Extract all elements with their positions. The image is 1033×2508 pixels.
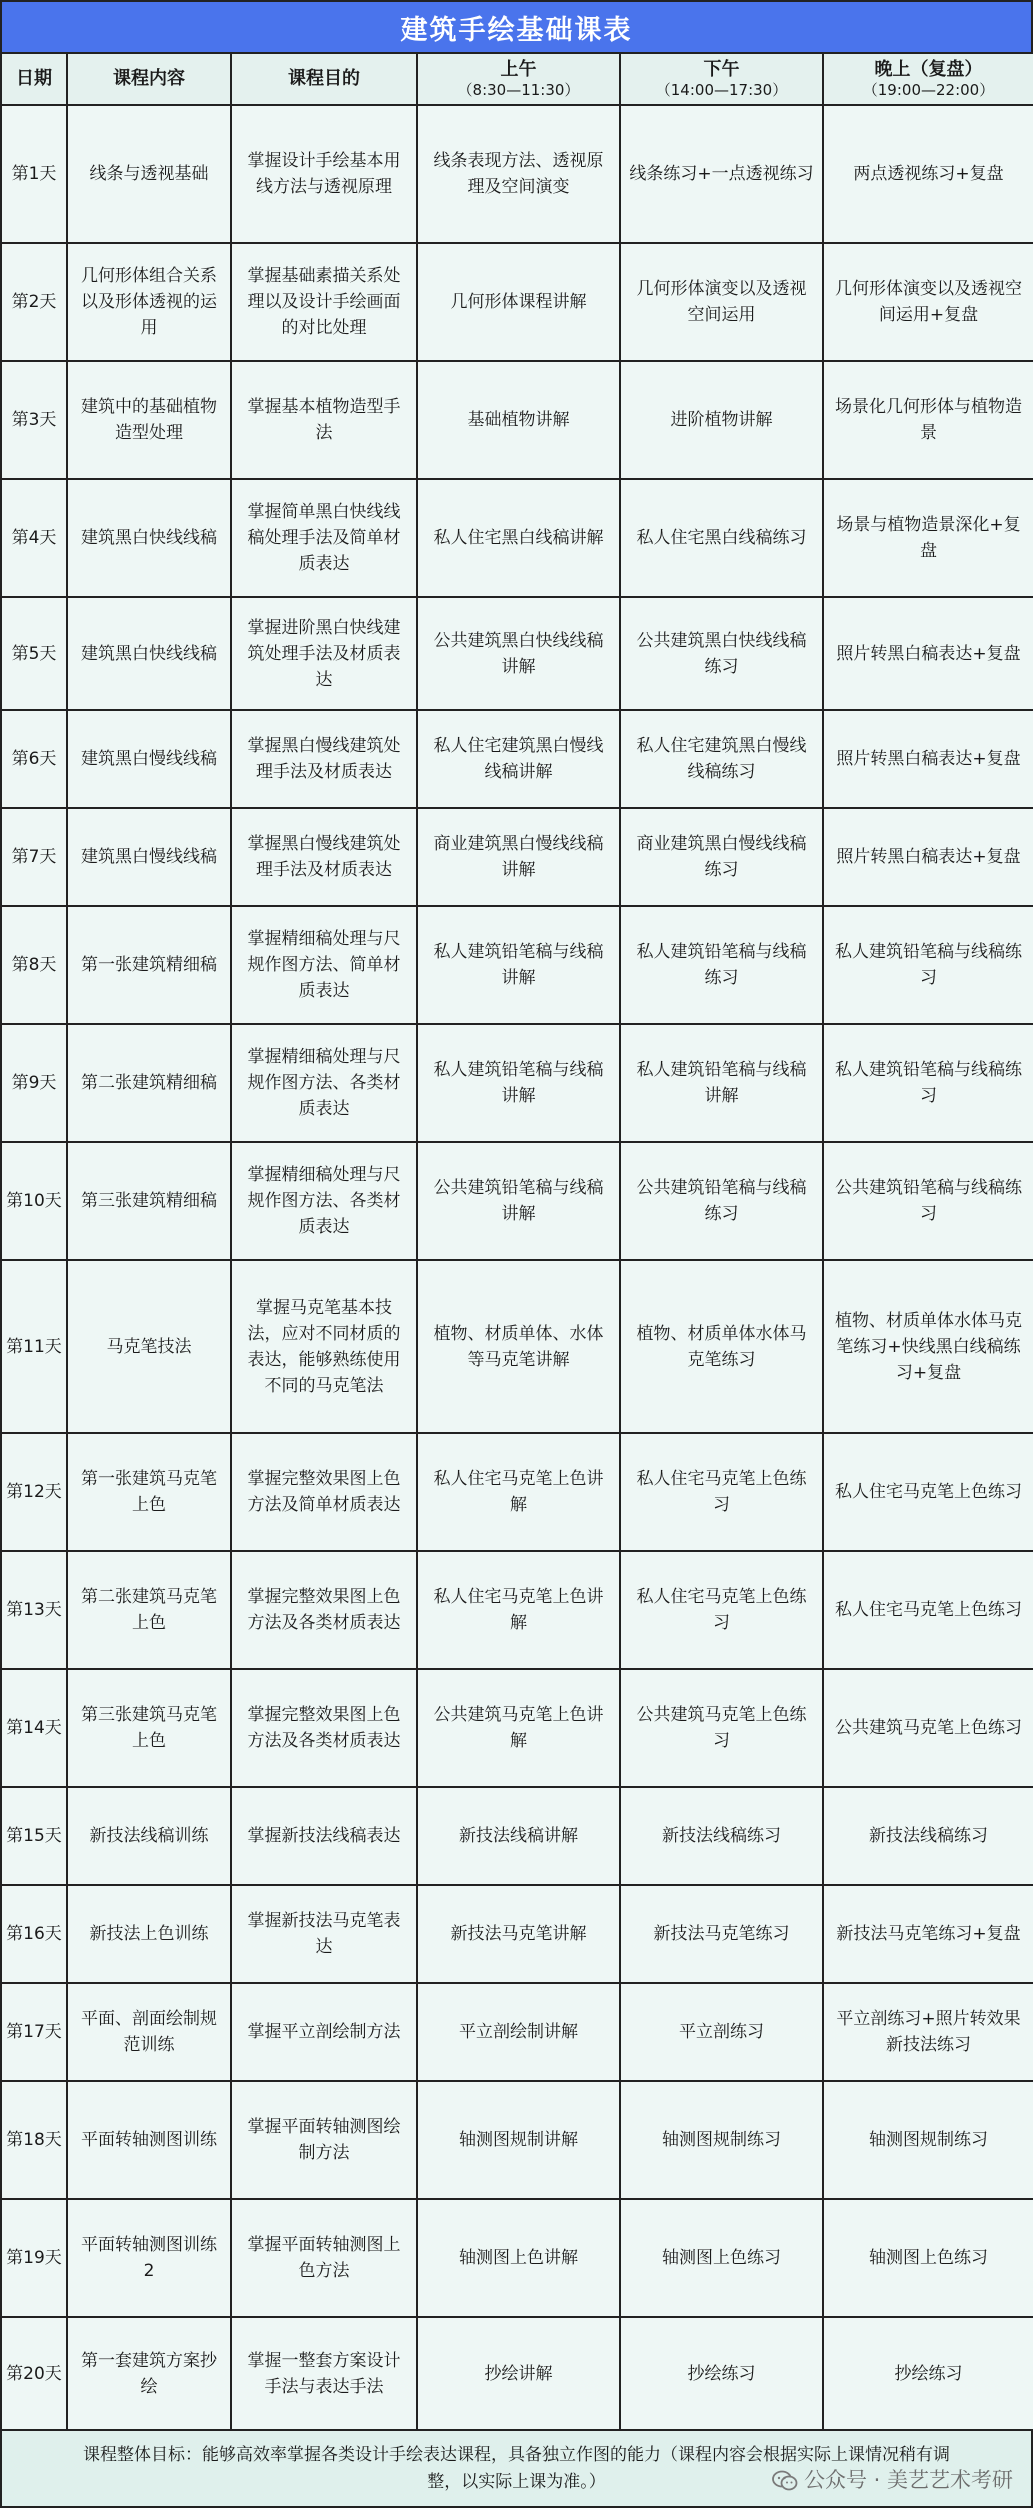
cell-goal: 掌握新技法线稿表达 (231, 1787, 417, 1885)
cell-afternoon: 线条练习+一点透视练习 (620, 105, 823, 243)
cell-afternoon: 进阶植物讲解 (620, 361, 823, 479)
cell-afternoon: 平立剖练习 (620, 1983, 823, 2081)
table-row (1, 2317, 1033, 2430)
header-morning-label: 上午 (500, 59, 537, 80)
header-afternoon (620, 53, 823, 105)
cell-evening: 几何形体演变以及透视空间运用+复盘 (823, 243, 1033, 361)
table-row (1, 105, 1033, 243)
cell-goal: 掌握完整效果图上色方法及简单材质表达 (231, 1433, 417, 1551)
cell-morning: 平立剖绘制讲解 (417, 1983, 620, 2081)
cell-goal: 掌握黑白慢线建筑处理手法及材质表达 (231, 710, 417, 808)
cell-day: 第15天 (1, 1787, 67, 1885)
table-row (1, 597, 1033, 710)
cell-morning: 商业建筑黑白慢线线稿讲解 (417, 808, 620, 906)
cell-goal: 掌握新技法马克笔表达 (231, 1885, 417, 1983)
cell-afternoon: 私人住宅马克笔上色练习 (620, 1551, 823, 1669)
cell-goal: 掌握一整套方案设计手法与表达手法 (231, 2317, 417, 2430)
table-row (1, 1885, 1033, 1983)
watermark (772, 2467, 1013, 2494)
cell-day: 第11天 (1, 1260, 67, 1433)
table-row (1, 906, 1033, 1024)
cell-morning: 线条表现方法、透视原理及空间演变 (417, 105, 620, 243)
cell-day: 第3天 (1, 361, 67, 479)
cell-goal: 掌握完整效果图上色方法及各类材质表达 (231, 1551, 417, 1669)
cell-evening: 照片转黑白稿表达+复盘 (823, 808, 1033, 906)
cell-evening: 私人住宅马克笔上色练习 (823, 1433, 1033, 1551)
cell-evening: 私人住宅马克笔上色练习 (823, 1551, 1033, 1669)
cell-content: 建筑黑白慢线线稿 (67, 710, 231, 808)
cell-goal: 掌握完整效果图上色方法及各类材质表达 (231, 1669, 417, 1787)
table-row (1, 1551, 1033, 1669)
cell-goal: 掌握基础素描关系处理以及设计手绘画面的对比处理 (231, 243, 417, 361)
cell-afternoon: 公共建筑铅笔稿与线稿练习 (620, 1142, 823, 1260)
cell-morning: 抄绘讲解 (417, 2317, 620, 2430)
header-afternoon-label: 下午 (703, 59, 740, 80)
cell-content: 新技法上色训练 (67, 1885, 231, 1983)
cell-afternoon: 公共建筑黑白快线线稿练习 (620, 597, 823, 710)
cell-afternoon: 公共建筑马克笔上色练习 (620, 1669, 823, 1787)
cell-evening: 新技法马克笔练习+复盘 (823, 1885, 1033, 1983)
cell-afternoon: 植物、材质单体水体马克笔练习 (620, 1260, 823, 1433)
cell-afternoon: 私人建筑铅笔稿与线稿练习 (620, 906, 823, 1024)
cell-morning: 私人住宅建筑黑白慢线线稿讲解 (417, 710, 620, 808)
cell-afternoon: 私人建筑铅笔稿与线稿讲解 (620, 1024, 823, 1142)
cell-content: 第三张建筑马克笔上色 (67, 1669, 231, 1787)
cell-morning: 公共建筑黑白快线线稿讲解 (417, 597, 620, 710)
cell-evening: 平立剖练习+照片转效果新技法练习 (823, 1983, 1033, 2081)
cell-content: 建筑黑白快线线稿 (67, 479, 231, 597)
cell-goal: 掌握平面转轴测图绘制方法 (231, 2081, 417, 2199)
cell-day: 第9天 (1, 1024, 67, 1142)
table-header-row (1, 53, 1033, 105)
cell-content: 建筑黑白慢线线稿 (67, 808, 231, 906)
table-row (1, 710, 1033, 808)
table-row (1, 2199, 1033, 2317)
cell-evening: 轴测图上色练习 (823, 2199, 1033, 2317)
cell-content: 线条与透视基础 (67, 105, 231, 243)
header-evening-label: 晚上（复盘） (874, 59, 983, 80)
table-row (1, 2081, 1033, 2199)
course-goal-footer (0, 2431, 1033, 2508)
cell-afternoon: 抄绘练习 (620, 2317, 823, 2430)
cell-day: 第1天 (1, 105, 67, 243)
table-row (1, 1433, 1033, 1551)
cell-morning: 新技法马克笔讲解 (417, 1885, 620, 1983)
cell-morning: 私人建筑铅笔稿与线稿讲解 (417, 906, 620, 1024)
cell-evening: 轴测图规制练习 (823, 2081, 1033, 2199)
cell-day: 第8天 (1, 906, 67, 1024)
cell-content: 平面、剖面绘制规范训练 (67, 1983, 231, 2081)
cell-day: 第4天 (1, 479, 67, 597)
cell-evening: 抄绘练习 (823, 2317, 1033, 2430)
cell-day: 第2天 (1, 243, 67, 361)
cell-day: 第12天 (1, 1433, 67, 1551)
table-row (1, 1669, 1033, 1787)
cell-content: 第二张建筑精细稿 (67, 1024, 231, 1142)
cell-evening: 私人建筑铅笔稿与线稿练习 (823, 906, 1033, 1024)
cell-day: 第10天 (1, 1142, 67, 1260)
cell-evening: 植物、材质单体水体马克笔练习+快线黑白线稿练习+复盘 (823, 1260, 1033, 1433)
table-row (1, 1983, 1033, 2081)
cell-morning: 私人住宅黑白线稿讲解 (417, 479, 620, 597)
cell-morning: 植物、材质单体、水体等马克笔讲解 (417, 1260, 620, 1433)
cell-morning: 公共建筑马克笔上色讲解 (417, 1669, 620, 1787)
header-morning-time: （8:30—11:30） (457, 81, 580, 99)
cell-morning: 私人住宅马克笔上色讲解 (417, 1433, 620, 1551)
cell-content: 建筑黑白快线线稿 (67, 597, 231, 710)
cell-day: 第5天 (1, 597, 67, 710)
cell-afternoon: 新技法线稿练习 (620, 1787, 823, 1885)
cell-goal: 掌握黑白慢线建筑处理手法及材质表达 (231, 808, 417, 906)
table-row (1, 808, 1033, 906)
cell-morning: 新技法线稿讲解 (417, 1787, 620, 1885)
cell-evening: 公共建筑马克笔上色练习 (823, 1669, 1033, 1787)
cell-content: 第三张建筑精细稿 (67, 1142, 231, 1260)
cell-evening: 照片转黑白稿表达+复盘 (823, 597, 1033, 710)
cell-content: 第一张建筑精细稿 (67, 906, 231, 1024)
cell-day: 第7天 (1, 808, 67, 906)
cell-goal: 掌握精细稿处理与尺规作图方法、各类材质表达 (231, 1142, 417, 1260)
cell-goal: 掌握精细稿处理与尺规作图方法、各类材质表达 (231, 1024, 417, 1142)
cell-evening: 两点透视练习+复盘 (823, 105, 1033, 243)
schedule-table (0, 52, 1033, 2431)
cell-goal: 掌握马克笔基本技法，应对不同材质的表达，能够熟练使用不同的马克笔法 (231, 1260, 417, 1433)
cell-morning: 公共建筑铅笔稿与线稿讲解 (417, 1142, 620, 1260)
cell-afternoon: 轴测图上色练习 (620, 2199, 823, 2317)
cell-morning: 轴测图上色讲解 (417, 2199, 620, 2317)
cell-evening: 照片转黑白稿表达+复盘 (823, 710, 1033, 808)
header-day: 日期 (1, 53, 67, 105)
cell-content: 平面转轴测图训练 (67, 2081, 231, 2199)
cell-content: 第一张建筑马克笔上色 (67, 1433, 231, 1551)
cell-goal: 掌握基本植物造型手法 (231, 361, 417, 479)
cell-content: 新技法线稿训练 (67, 1787, 231, 1885)
table-row (1, 1024, 1033, 1142)
header-evening (823, 53, 1033, 105)
header-morning (417, 53, 620, 105)
wechat-icon (772, 2470, 798, 2492)
cell-afternoon: 私人住宅黑白线稿练习 (620, 479, 823, 597)
cell-afternoon: 私人住宅建筑黑白慢线线稿练习 (620, 710, 823, 808)
cell-day: 第18天 (1, 2081, 67, 2199)
cell-evening: 公共建筑铅笔稿与线稿练习 (823, 1142, 1033, 1260)
cell-content: 建筑中的基础植物造型处理 (67, 361, 231, 479)
cell-day: 第20天 (1, 2317, 67, 2430)
cell-content: 第二张建筑马克笔上色 (67, 1551, 231, 1669)
header-goal: 课程目的 (231, 53, 417, 105)
cell-morning: 几何形体课程讲解 (417, 243, 620, 361)
schedule-body (1, 105, 1033, 2430)
cell-content: 几何形体组合关系以及形体透视的运用 (67, 243, 231, 361)
table-row (1, 479, 1033, 597)
cell-morning: 轴测图规制讲解 (417, 2081, 620, 2199)
cell-day: 第13天 (1, 1551, 67, 1669)
cell-goal: 掌握精细稿处理与尺规作图方法、简单材质表达 (231, 906, 417, 1024)
table-row (1, 1787, 1033, 1885)
table-row (1, 1260, 1033, 1433)
cell-goal: 掌握进阶黑白快线建筑处理手法及材质表达 (231, 597, 417, 710)
cell-afternoon: 几何形体演变以及透视空间运用 (620, 243, 823, 361)
page-title: 建筑手绘基础课表 (0, 0, 1033, 52)
cell-day: 第16天 (1, 1885, 67, 1983)
watermark-label: 公众号 · 美艺艺术考研 (803, 2468, 1013, 2492)
cell-morning: 基础植物讲解 (417, 361, 620, 479)
cell-content: 马克笔技法 (67, 1260, 231, 1433)
cell-evening: 场景化几何形体与植物造景 (823, 361, 1033, 479)
cell-afternoon: 新技法马克笔练习 (620, 1885, 823, 1983)
cell-evening: 场景与植物造景深化+复盘 (823, 479, 1033, 597)
cell-content: 平面转轴测图训练2 (67, 2199, 231, 2317)
cell-goal: 掌握设计手绘基本用线方法与透视原理 (231, 105, 417, 243)
cell-morning: 私人住宅马克笔上色讲解 (417, 1551, 620, 1669)
cell-day: 第6天 (1, 710, 67, 808)
header-content: 课程内容 (67, 53, 231, 105)
cell-content: 第一套建筑方案抄绘 (67, 2317, 231, 2430)
table-row (1, 361, 1033, 479)
cell-afternoon: 私人住宅马克笔上色练习 (620, 1433, 823, 1551)
cell-day: 第19天 (1, 2199, 67, 2317)
cell-day: 第14天 (1, 1669, 67, 1787)
cell-goal: 掌握简单黑白快线线稿处理手法及简单材质表达 (231, 479, 417, 597)
course-goal-text: 课程整体目标：能够高效率掌握各类设计手绘表达课程，具备独立作图的能力（课程内容会根据实际上课情况稍有调整，以实际上课为准。） (83, 2444, 950, 2492)
cell-morning: 私人建筑铅笔稿与线稿讲解 (417, 1024, 620, 1142)
cell-goal: 掌握平立剖绘制方法 (231, 1983, 417, 2081)
cell-afternoon: 轴测图规制练习 (620, 2081, 823, 2199)
header-evening-time: （19:00—22:00） (862, 81, 995, 99)
cell-afternoon: 商业建筑黑白慢线线稿练习 (620, 808, 823, 906)
table-row (1, 243, 1033, 361)
cell-goal: 掌握平面转轴测图上色方法 (231, 2199, 417, 2317)
table-row (1, 1142, 1033, 1260)
cell-day: 第17天 (1, 1983, 67, 2081)
cell-evening: 新技法线稿练习 (823, 1787, 1033, 1885)
header-afternoon-time: （14:00—17:30） (655, 81, 788, 99)
cell-evening: 私人建筑铅笔稿与线稿练习 (823, 1024, 1033, 1142)
